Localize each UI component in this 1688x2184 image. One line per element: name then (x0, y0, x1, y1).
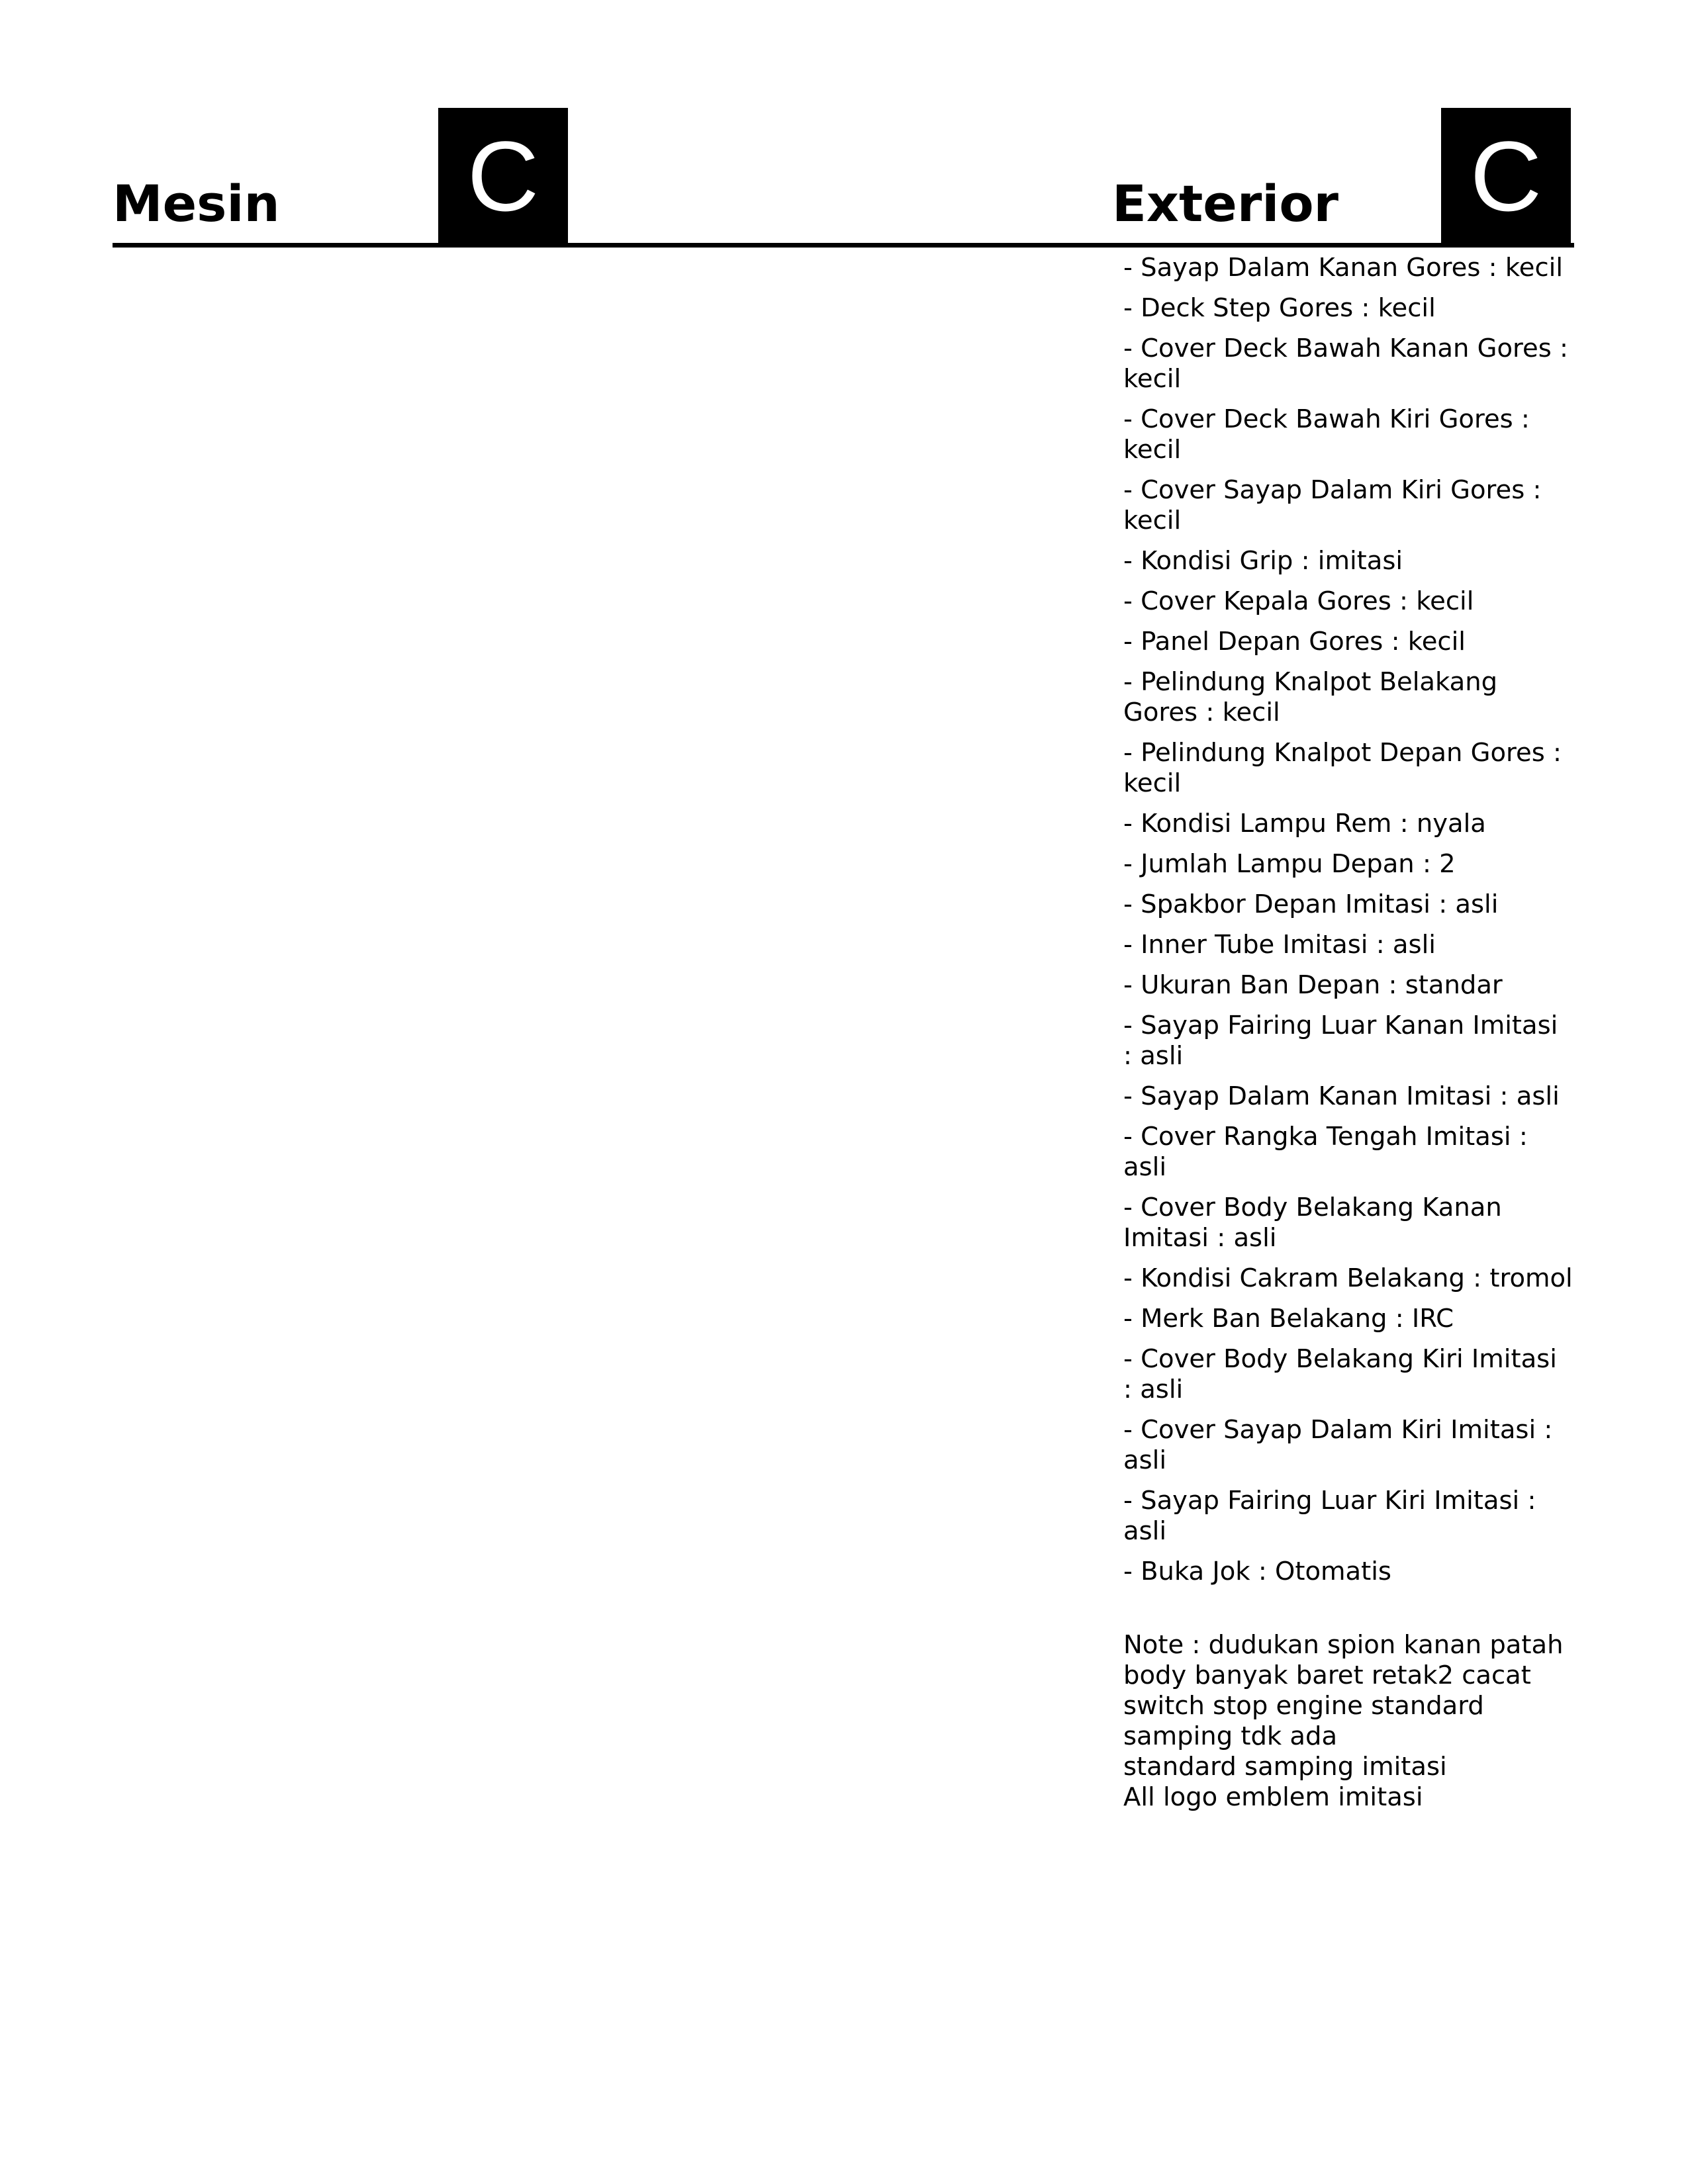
exterior-note (1123, 1630, 1587, 1813)
mesin-grade-badge: C (438, 108, 568, 244)
exterior-item: - Kondisi Lampu Rem : nyala (1123, 809, 1486, 839)
exterior-item: - Panel Depan Gores : kecil (1123, 627, 1466, 657)
exterior-item: - Sayap Dalam Kanan Imitasi : asli (1123, 1081, 1560, 1111)
exterior-item: - Pelindung Knalpot Depan Gores : kecil (1123, 738, 1562, 798)
exterior-item: - Pelindung Knalpot Belakang Gores : kecil (1123, 667, 1498, 727)
mesin-section-title: Mesin (113, 174, 280, 233)
exterior-item: - Cover Rangka Tengah Imitasi : asli (1123, 1122, 1528, 1182)
note-line: body banyak baret retak2 cacat (1123, 1661, 1531, 1690)
note-line: samping tdk ada (1123, 1721, 1338, 1751)
note-line: standard samping imitasi (1123, 1752, 1447, 1782)
exterior-item: - Sayap Fairing Luar Kiri Imitasi : asli (1123, 1486, 1536, 1546)
exterior-item: - Sayap Fairing Luar Kanan Imitasi : asli (1123, 1011, 1558, 1071)
note-line: Note : dudukan spion kanan patah (1123, 1630, 1564, 1660)
exterior-item: - Kondisi Cakram Belakang : tromol (1123, 1263, 1573, 1293)
exterior-item: - Sayap Dalam Kanan Gores : kecil (1123, 253, 1564, 283)
exterior-condition-list (1123, 253, 1573, 1597)
exterior-item: - Kondisi Grip : imitasi (1123, 546, 1403, 576)
exterior-item: - Cover Body Belakang Kiri Imitasi : asli (1123, 1344, 1557, 1404)
exterior-item: - Ukuran Ban Depan : standar (1123, 970, 1503, 1000)
exterior-item: - Buka Jok : Otomatis (1123, 1557, 1391, 1586)
exterior-grade-badge: C (1441, 108, 1571, 244)
exterior-item: - Cover Deck Bawah Kiri Gores : kecil (1123, 404, 1530, 465)
exterior-item: - Cover Sayap Dalam Kiri Imitasi : asli (1123, 1415, 1553, 1475)
note-line: All logo emblem imitasi (1123, 1782, 1423, 1812)
exterior-item: - Spakbor Depan Imitasi : asli (1123, 889, 1499, 919)
note-line: switch stop engine standard (1123, 1691, 1484, 1721)
exterior-section-title: Exterior (1112, 174, 1339, 233)
exterior-item: - Cover Deck Bawah Kanan Gores : kecil (1123, 334, 1568, 394)
exterior-item: - Jumlah Lampu Depan : 2 (1123, 849, 1456, 879)
exterior-item: - Cover Kepala Gores : kecil (1123, 586, 1474, 616)
exterior-item: - Merk Ban Belakang : IRC (1123, 1304, 1454, 1334)
exterior-item: - Deck Step Gores : kecil (1123, 293, 1436, 323)
exterior-item: - Cover Body Belakang Kanan Imitasi : asli (1123, 1193, 1502, 1253)
header-divider-line (113, 243, 1574, 248)
exterior-item: - Cover Sayap Dalam Kiri Gores : kecil (1123, 475, 1542, 535)
exterior-item: - Inner Tube Imitasi : asli (1123, 930, 1436, 960)
